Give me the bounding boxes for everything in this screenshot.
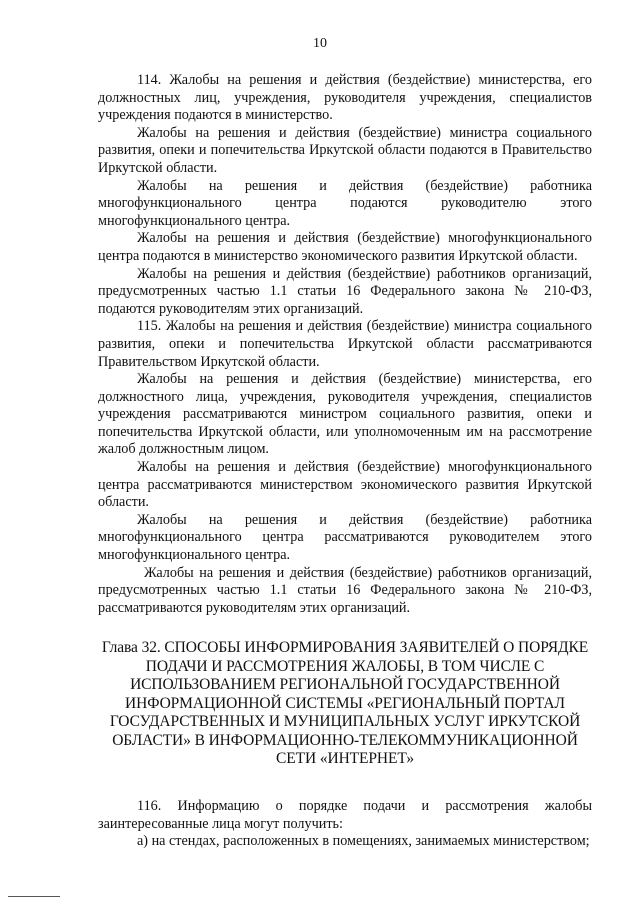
page-number: 10 [313,36,327,51]
paragraph-115-minister-review: 115. Жалобы на решения и действия (бездействие) министра социального развития, опеки и попечительства Иркутской области рассматриваются Правительством Иркутской области. [98,318,592,370]
paragraph-114-complaints-ministry: 114. Жалобы на решения и действия (бездействие) министерства, его должностных лиц, учреждения, руководителя учреждения, специалистов учреждения подаются в министерство. [98,72,592,124]
paragraph-complaints-minister: Жалобы на решения и действия (бездействие) министра социального развития, опеки и попечительства Иркутской области подаются в Правительство Иркутской области. [98,124,592,176]
paragraph-organizations-review: Жалобы на решения и действия (бездействие) работников организаций, предусмотренных частью 1.1 статьи 16 Федерального закона № 210-ФЗ, рассматриваются руководителям этих организаций. [98,564,592,616]
paragraph-ministry-review: Жалобы на решения и действия (бездействие) министерства, его должностного лица, учреждения, руководителя учреждения, специалистов учреждения рассматриваются министром социального развития, опеки и попечительства Иркутской области, или уполномоченным им на рассмотрение жалоб должностным лицом. [98,371,592,458]
paragraph-116-a-stands: а) на стендах, расположенных в помещениях, занимаемых министерством; [137,833,590,850]
footer-rule [8,896,60,897]
paragraph-complaints-organizations: Жалобы на решения и действия (бездействие) работников организаций, предусмотренных частью 1.1 статьи 16 Федерального закона № 210-ФЗ, подаются руководителям этих организаций. [98,265,592,317]
paragraph-mfc-worker-review: Жалобы на решения и действия (бездействие) работника многофункционального центра рассматриваются руководителем этого многофункционального центра. [98,511,592,564]
paragraph-116-information: 116. Информацию о порядке подачи и рассмотрения жалобы заинтересованные лица могут получить: [98,797,592,832]
document-body [98,72,592,851]
paragraph-complaints-mfc-worker: Жалобы на решения и действия (бездействие) работника многофункционального центра подаются руководителю этого многофункционального центра. [98,177,592,229]
paragraph-complaints-mfc: Жалобы на решения и действия (бездействие) многофункционального центра подаются в министерство экономического развития Иркутской области. [98,230,592,264]
chapter-32-title: Глава 32. СПОСОБЫ ИНФОРМИРОВАНИЯ ЗАЯВИТЕЛЕЙ О ПОРЯДКЕ ПОДАЧИ И РАССМОТРЕНИЯ ЖАЛОБЫ, В ТОМ ЧИСЛЕ С ИСПОЛЬЗОВАНИЕМ РЕГИОНАЛЬНОЙ ГОСУДАРСТВЕННОЙ ИНФОРМАЦИОННОЙ СИСТЕМЫ «РЕГИОНАЛЬНЫЙ ПОРТАЛ ГОСУДАРСТВЕННЫХ И МУНИЦИПАЛЬНЫХ УСЛУГ ИРКУТСКОЙ ОБЛАСТИ» В ИНФОРМАЦИОННО-ТЕЛЕКОММУНИКАЦИОННОЙ СЕТИ «ИНТЕРНЕТ» [101,639,589,768]
paragraph-mfc-review: Жалобы на решения и действия (бездействие) многофункционального центра рассматриваются министерством экономического развития Иркутской области. [98,459,592,511]
